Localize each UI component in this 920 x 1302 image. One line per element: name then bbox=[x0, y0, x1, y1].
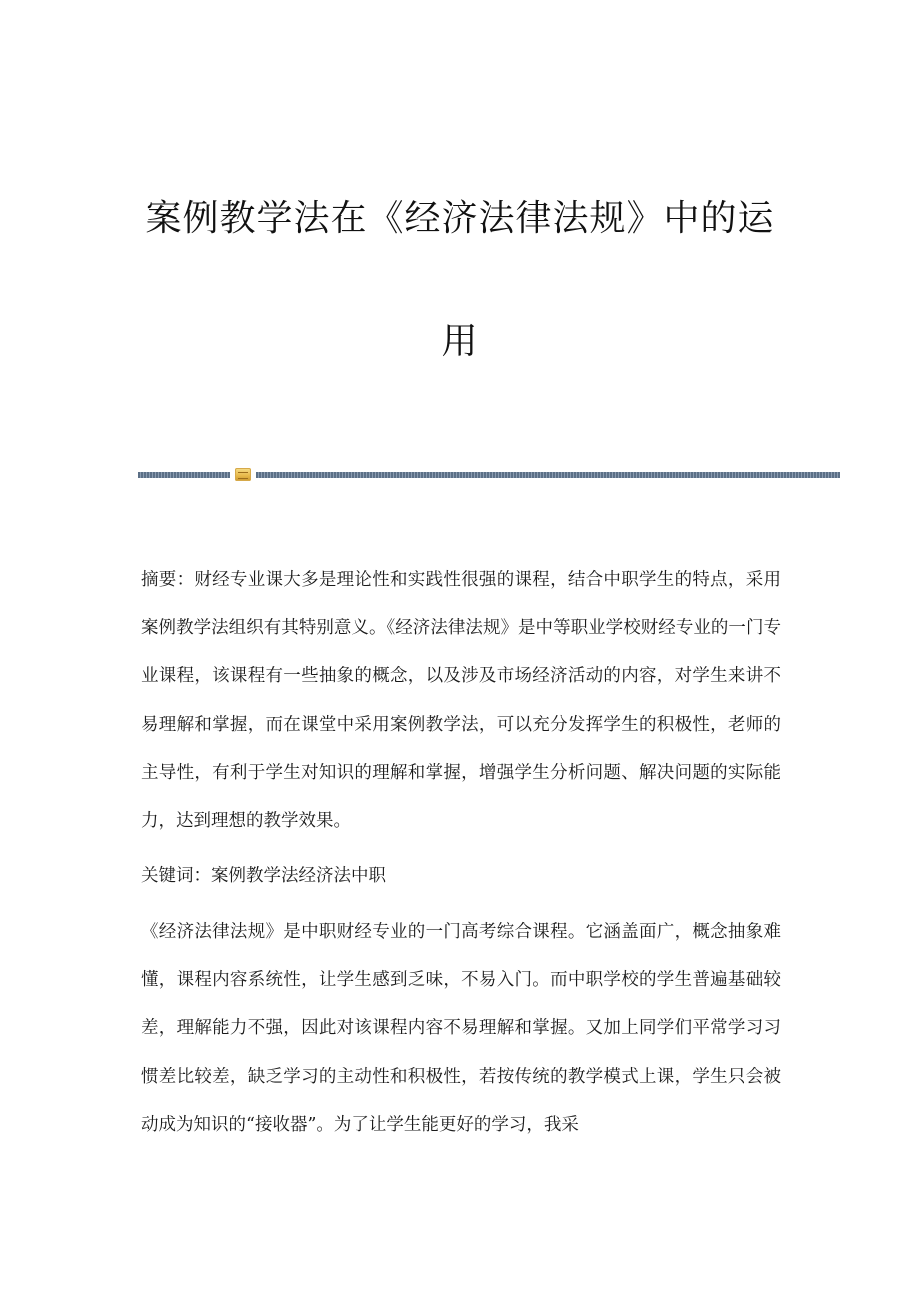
body-paragraph: 《经济法律法规》是中职财经专业的一门高考综合课程。它涵盖面广，概念抽象难懂，课程内容系统性，让学生感到乏味，不易入门。而中职学校的学生普遍基础较差，理解能力不强，因此对该课程内容不易理解和掌握。又加上同学们平常学习习惯差比较差，缺乏学习的主动性和积极性，若按传统的教学模式上课，学生只会被动成为知识的“接收器”。为了让学生能更好的学习，我采 bbox=[141, 922, 781, 1135]
document-title-line-2: 用 bbox=[441, 321, 479, 362]
abstract-paragraph: 摘要：财经专业课大多是理论性和实践性很强的课程，结合中职学生的特点，采用案例教学法组织有其特别意义。《经济法律法规》是中等职业学校财经专业的一门专业课程，该课程有一些抽象的概念，以及涉及市场经济活动的内容，对学生来讲不易理解和掌握，而在课堂中采用案例教学法，可以充分发挥学生的积极性，老师的主导性，有利于学生对知识的理解和掌握，增强学生分析问题、解决问题的实际能力，达到理想的教学效果。 bbox=[141, 570, 781, 832]
title-divider bbox=[138, 468, 840, 482]
divider-bar-right bbox=[256, 472, 840, 478]
envelope-icon bbox=[235, 468, 251, 481]
divider-bar-left bbox=[138, 472, 230, 478]
document-title-line-1: 案例教学法在《经济法律法规》中的运 bbox=[145, 198, 775, 239]
keywords-line: 关键词：案例教学法经济法中职 bbox=[141, 866, 386, 886]
